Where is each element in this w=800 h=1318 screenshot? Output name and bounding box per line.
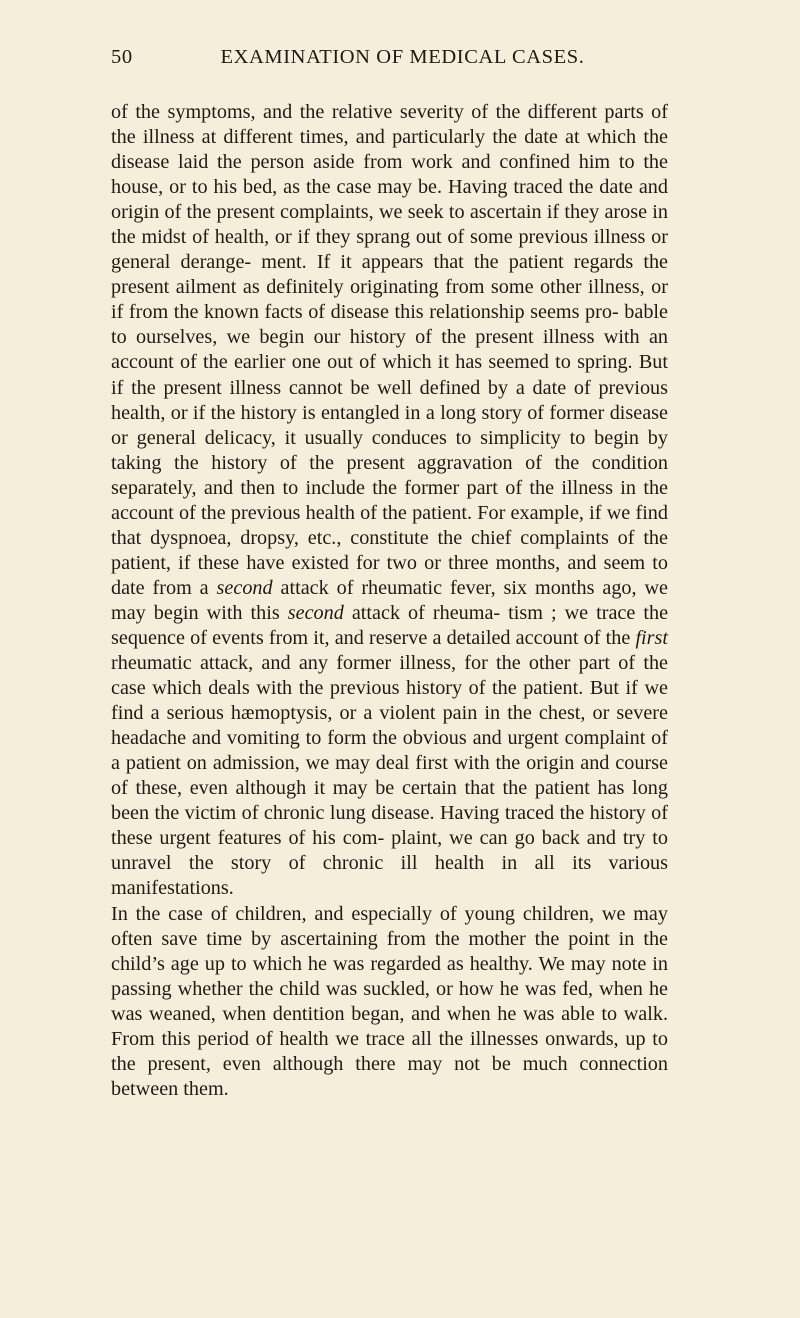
body-text [111,100,668,1102]
running-head [111,46,668,76]
italic-word-first: first [635,626,668,649]
page-number: 50 [111,46,133,68]
italic-word-second-a: second [216,576,273,599]
paragraph-1 [111,100,668,902]
paragraph-1-text-b: attack of rheumatic fever, six months ago, we may begin with this [111,576,668,624]
paragraph-1-text-c: attack of rheuma- tism ; we trace the sequence of events from it, and reserve a detailed account of the [111,601,669,649]
italic-word-second-b: second [287,601,344,624]
paragraph-2: In the case of children, and especially of young children, we may often save time by ascertaining from the mother the point in the child’s age up to which he was regarded as healthy. We may note in passing whether the child was suckled, or how he was fed, when he was weaned, when dentition began, and when he was able to walk. From this period of health we trace all the illnesses onwards, up to the present, even although there may not be much connection between them. [111,902,668,1100]
paragraph-1-text-a: of the symptoms, and the relative severity of the different parts of the illness at different times, and particularly the date at which the disease laid the person aside from work and confined him to the house, or to his bed, as the case may be. Having traced the date and origin of the present complaints, we seek to ascertain if they arose in the midst of health, or if they sprang out of some previous illness or general derange- ment. If it appears that the patient regards the present ailment as definitely originating from some other illness, or if from the known facts of disease this relationship seems pro- bable to ourselves, we begin our history of the present illness with an account of the earlier one out of which it has seemed to spring. But if the present illness cannot be well defined by a date of previous health, or if the history is entangled in a long story of former disease or general delicacy, it usually conduces to simplicity to begin by taking the history of the present aggravation of the condition separately, and then to include the former part of the illness in the account of the previous health of the patient. For example, if we find that dyspnoea, dropsy, etc., constitute the chief complaints of the patient, if these have existed for two or three months, and seem to date from a [111,101,668,599]
running-title: EXAMINATION OF MEDICAL CASES. [220,46,585,68]
paragraph-1-text-d: rheumatic attack, and any former illness, for the other part of the case which deals with the previous history of the patient. But if we find a serious hæmoptysis, or a violent pain in the chest, or severe headache and vomiting to form the obvious and urgent complaint of a patient on admission, we may deal first with the origin and course of these, even although it may be certain that the patient has long been the victim of chronic lung disease. Having traced the history of these urgent features of his com- plaint, we can go back and try to unravel the story of chronic ill health in all its various manifestations. [111,652,668,900]
